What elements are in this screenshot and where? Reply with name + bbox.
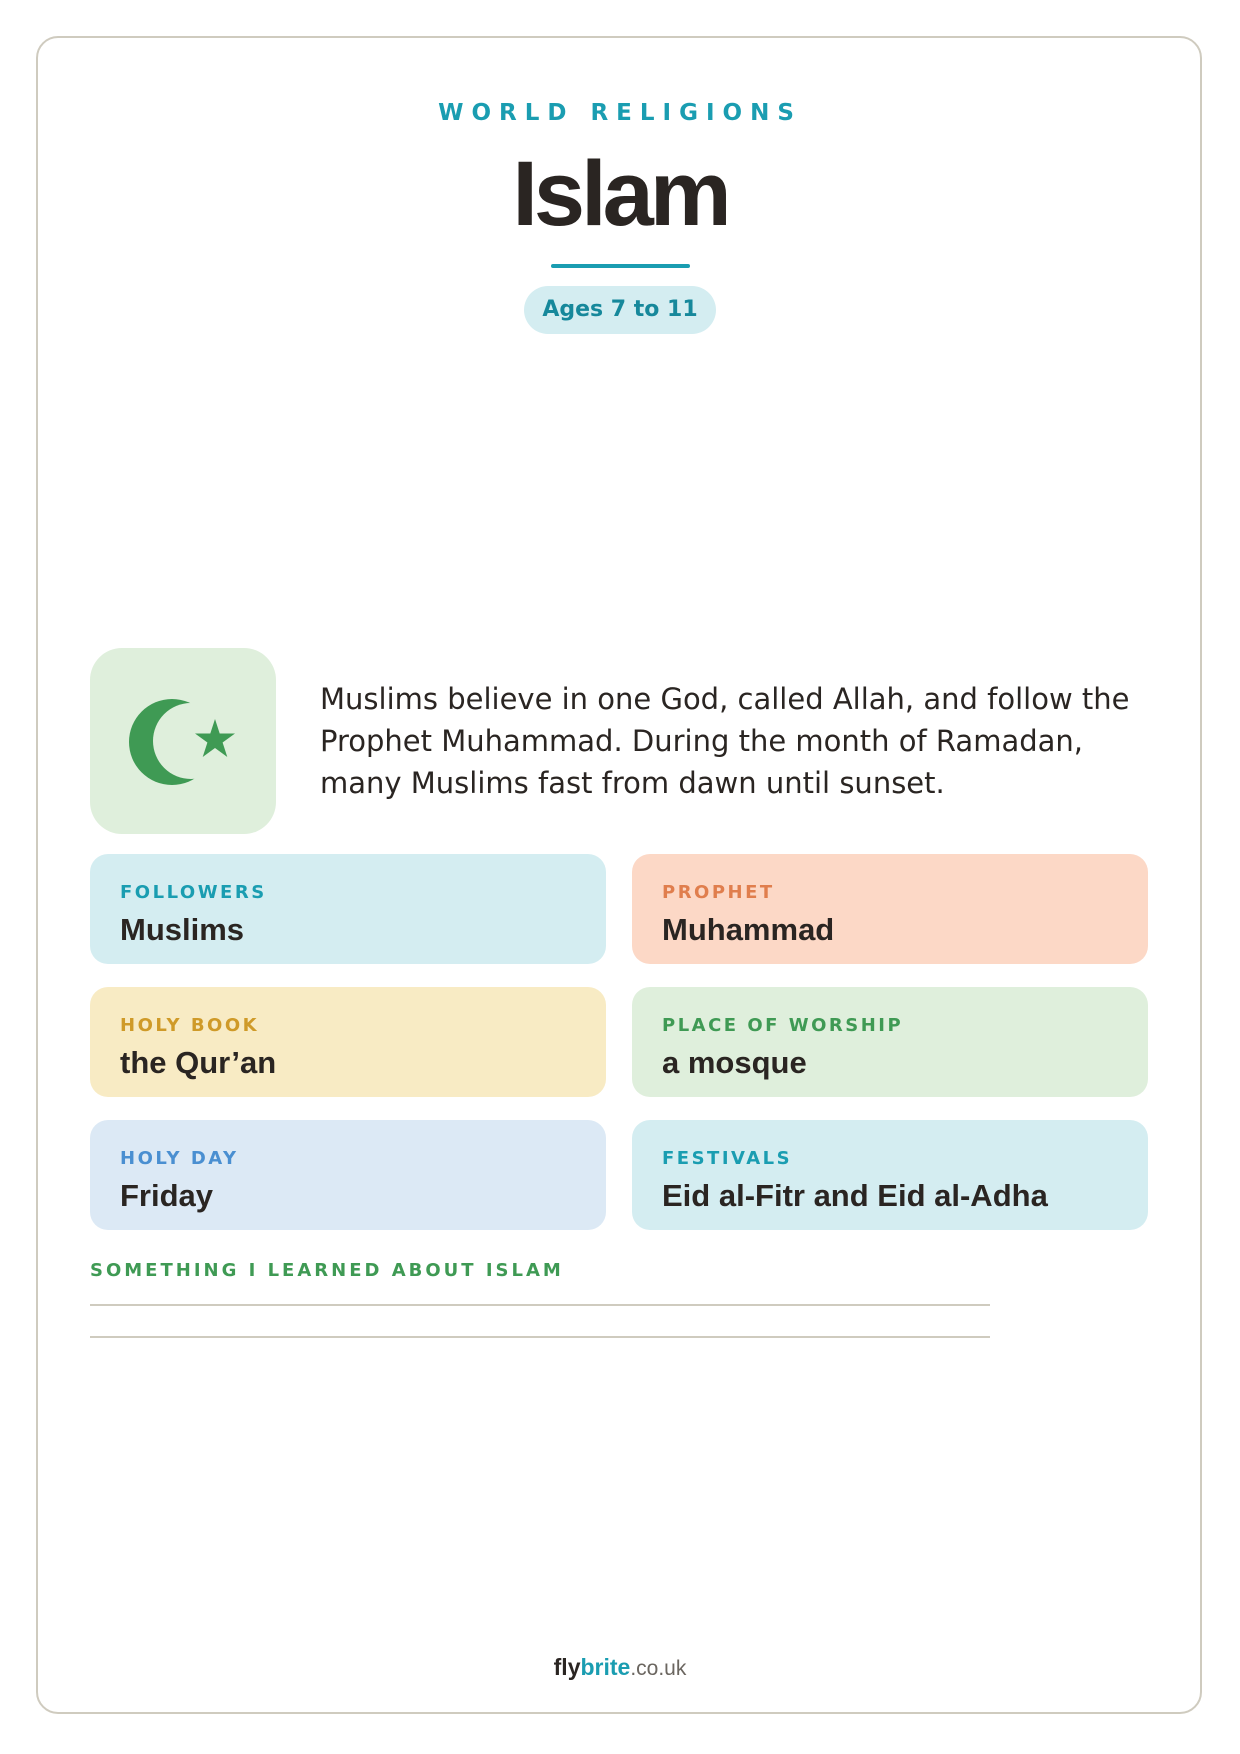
brand-brite: brite <box>580 1654 631 1680</box>
fact-label: FESTIVALS <box>662 1148 793 1169</box>
star-and-crescent-icon <box>90 648 276 834</box>
age-range-badge: Ages 7 to 11 <box>524 286 716 334</box>
footer-brand <box>0 1654 1240 1681</box>
intro-text: Muslims believe in one God, called Allah, and follow the Prophet Muhammad. During the month of Ramadan, many Muslims fast from dawn until sunset. <box>320 682 1130 800</box>
fact-card-holy-book <box>90 987 606 1097</box>
fact-value: Muslims <box>120 912 245 947</box>
subject-eyebrow: WORLD RELIGIONS <box>438 100 802 126</box>
fact-value: Friday <box>120 1178 214 1213</box>
symbol-tile <box>90 648 276 834</box>
brand-fly: fly <box>553 1654 581 1680</box>
page-title: Islam <box>512 143 728 245</box>
fact-card-place-of-worship <box>632 987 1148 1097</box>
fact-value: Eid al-Fitr and Eid al-Adha <box>662 1178 1048 1213</box>
fact-card-followers <box>90 854 606 964</box>
writing-line[interactable] <box>90 1304 990 1306</box>
fact-value: a mosque <box>662 1045 807 1080</box>
fact-label: HOLY BOOK <box>120 1015 260 1036</box>
brand-tld: .co.uk <box>630 1657 687 1680</box>
title-underline <box>551 264 690 268</box>
fact-value: the Qur’an <box>120 1045 277 1080</box>
writing-line[interactable] <box>90 1336 990 1338</box>
fact-card-holy-day <box>90 1120 606 1230</box>
fact-card-festivals <box>632 1120 1148 1230</box>
fact-label: HOLY DAY <box>120 1148 239 1169</box>
learned-prompt-label: SOMETHING I LEARNED ABOUT ISLAM <box>90 1260 564 1281</box>
fact-label: PLACE OF WORSHIP <box>662 1015 904 1036</box>
fact-card-prophet <box>632 854 1148 964</box>
fact-value: Muhammad <box>662 912 835 947</box>
fact-label: FOLLOWERS <box>120 882 267 903</box>
fact-label: PROPHET <box>662 882 775 903</box>
